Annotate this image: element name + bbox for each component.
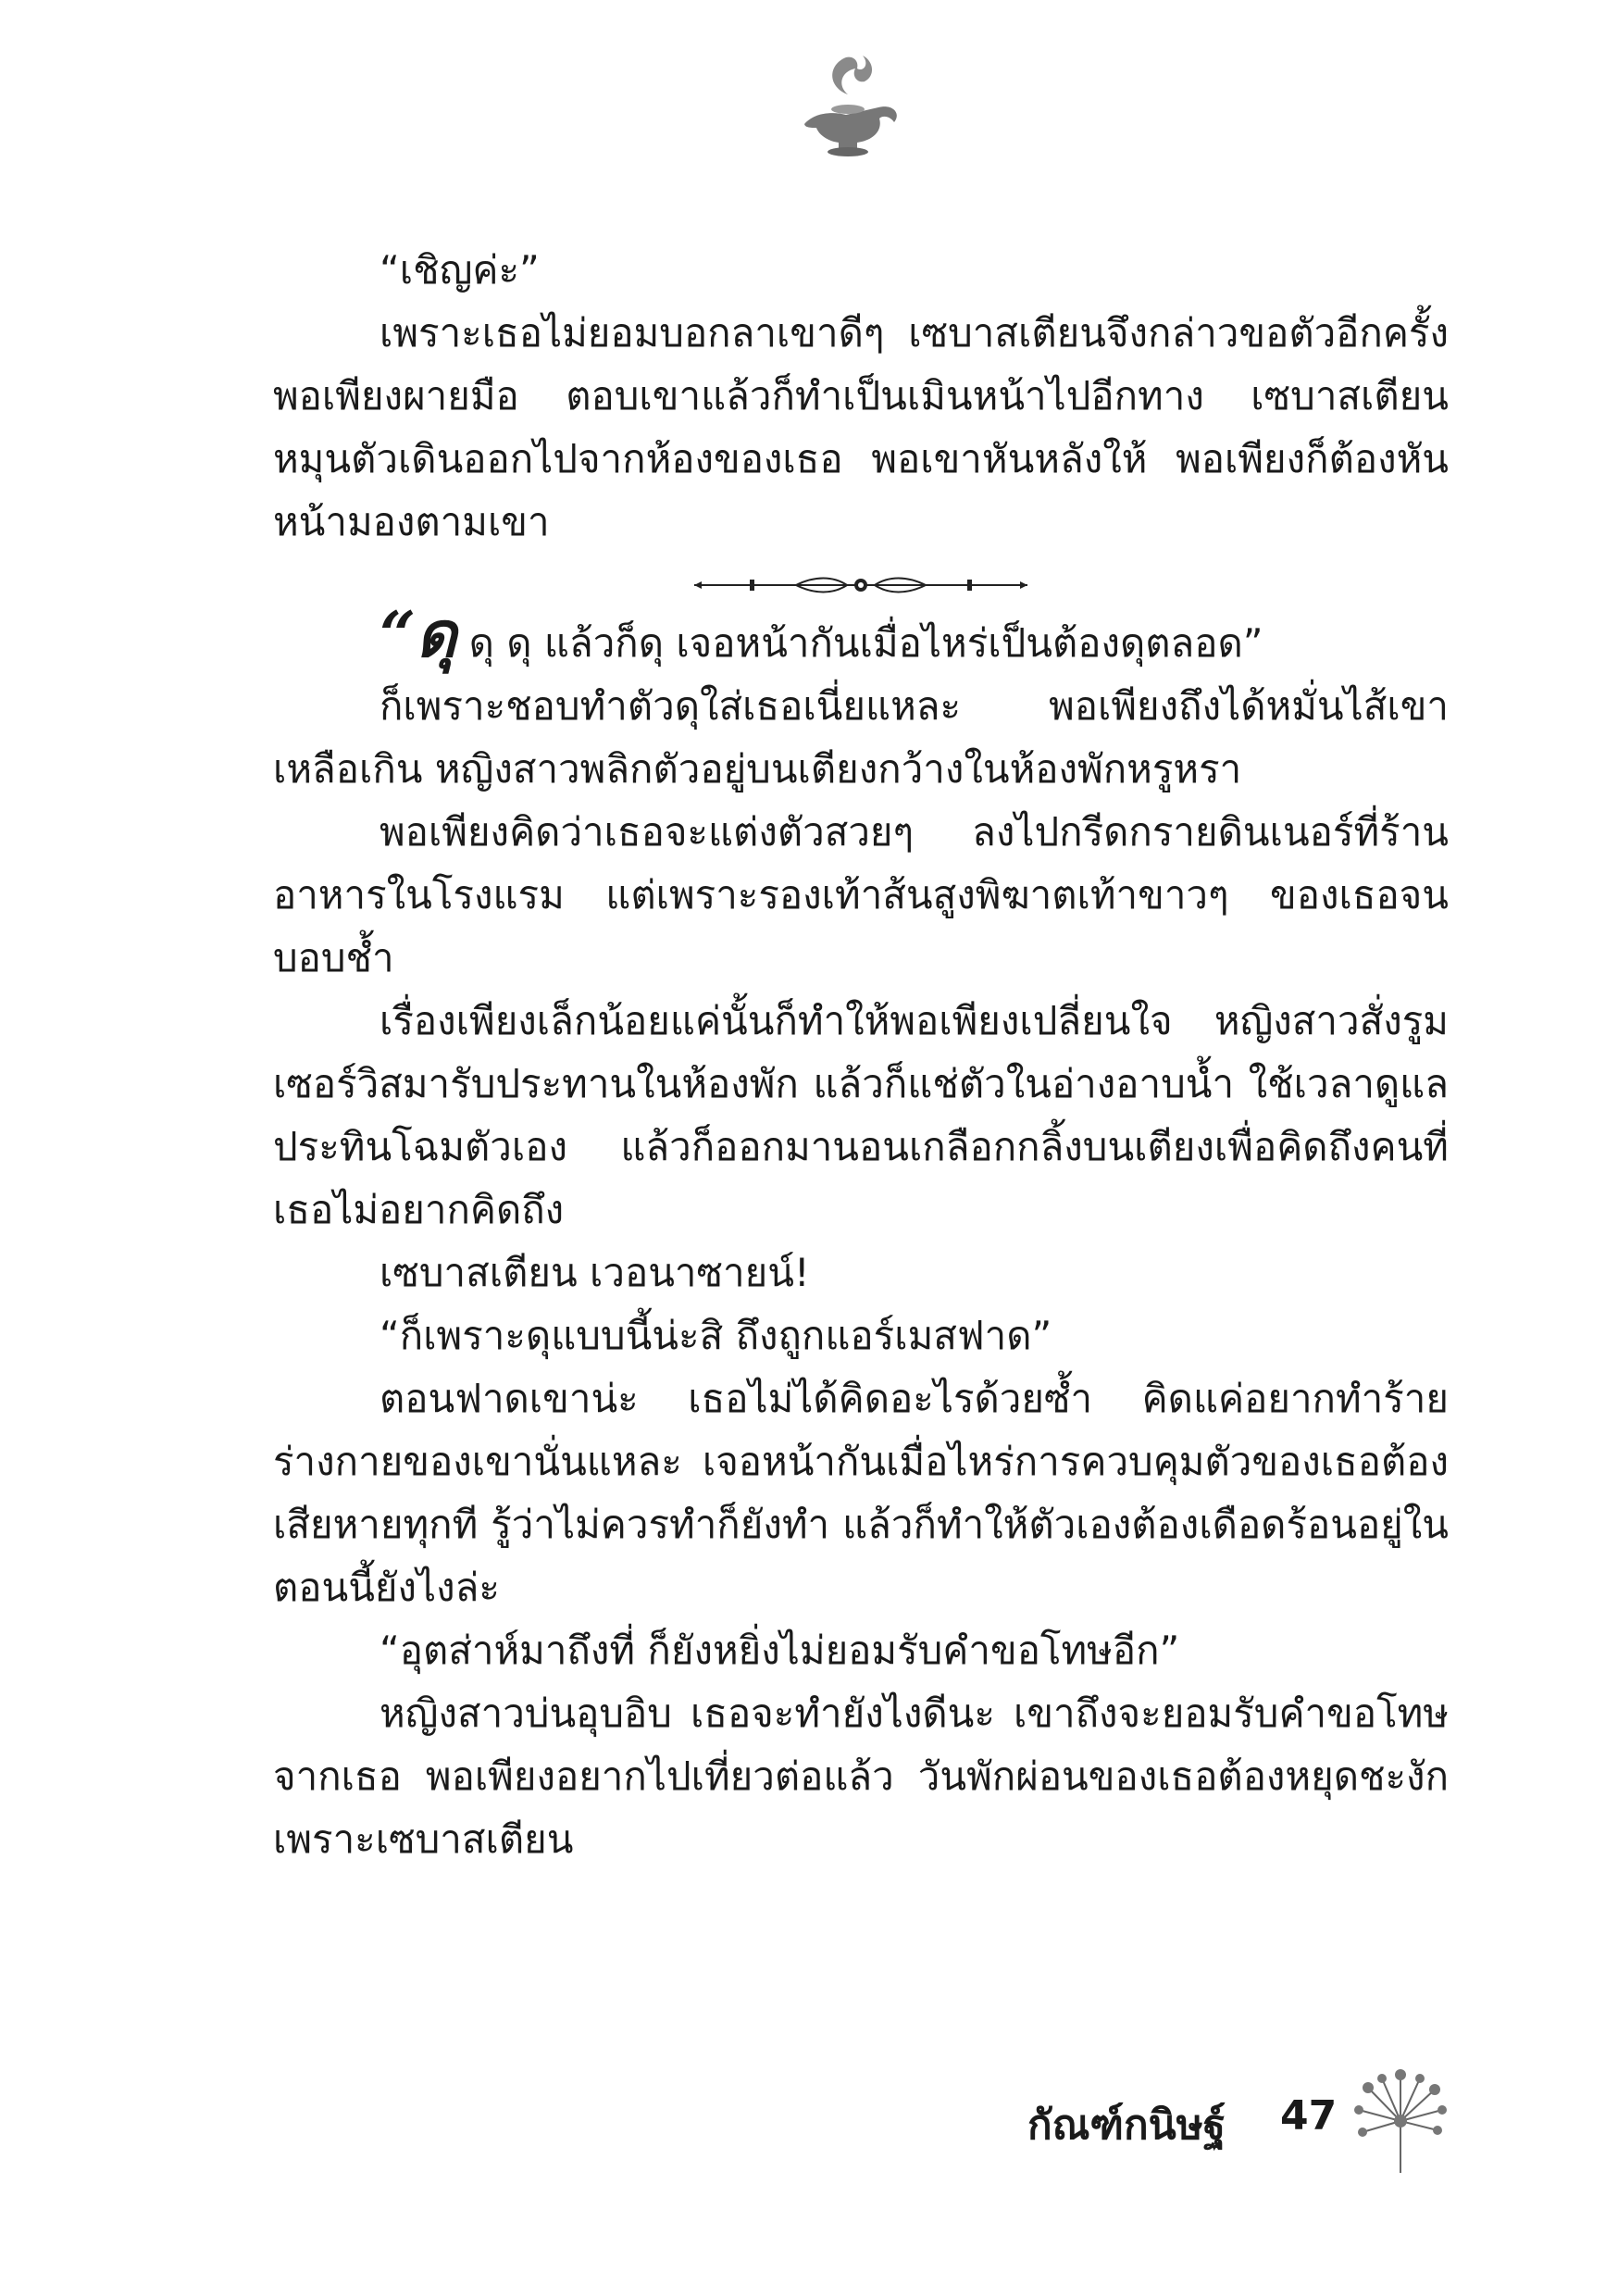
genie-lamp-icon xyxy=(790,48,911,159)
dropcap-paragraph xyxy=(273,598,1449,675)
paragraph: “เชิญค่ะ” xyxy=(380,247,540,293)
dropcap-rest: ดุ ดุ แล้วก็ดุ เจอหน้ากันเมื่อไหร่เป็นต้องดุตลอด” xyxy=(456,620,1263,666)
dropcap-letter: “ดุ xyxy=(380,598,457,672)
paragraph: พอเพียงคิดว่าเธอจะแต่งตัวสวยๆ ลงไปกรีดกรายดินเนอร์ที่ร้านอาหารในโรงแรม แต่เพราะรองเท้าส้นสูงพิฆาตเท้าขาวๆ ของเธอจนบอบช้ำ xyxy=(273,809,1449,980)
paragraph: เพราะเธอไม่ยอมบอกลาเขาดีๆ เซบาสเตียนจึงกล่าวขอตัวอีกครั้ง พอเพียงผายมือ ตอบเขาแล้วก็ทำเป็นเมินหน้าไปอีกทาง เซบาสเตียนหมุนตัวเดินออกไปจากห้องของเธอ พอเขาหันหลังให้ พอเพียงก็ต้องหันหน้ามองตามเขา xyxy=(273,310,1449,544)
body-text xyxy=(273,239,1449,1871)
flower-ornament-icon xyxy=(1350,2069,1456,2180)
ornamental-divider-icon xyxy=(694,570,1027,600)
paragraph: “อุตส่าห์มาถึงที่ ก็ยังหยิ่งไม่ยอมรับคำขอโทษอีก” xyxy=(380,1628,1180,1673)
page-number: 47 xyxy=(1280,2092,1338,2140)
paragraph: หญิงสาวบ่นอุบอิบ เธอจะทำยังไงดีนะ เขาถึงจะยอมรับคำขอโทษจากเธอ พอเพียงอยากไปเที่ยวต่อแล้ว วันพักผ่อนของเธอต้องหยุดชะงักเพราะเซบาสเตียน xyxy=(273,1691,1449,1862)
paragraph: “ก็เพราะดุแบบนี้น่ะสิ ถึงถูกแอร์เมสฟาด” xyxy=(380,1313,1052,1358)
paragraph: ตอนฟาดเขาน่ะ เธอไม่ได้คิดอะไรด้วยซ้ำ คิดแค่อยากทำร้ายร่างกายของเขานั่นแหละ เจอหน้ากันเมื่อไหร่การควบคุมตัวของเธอต้องเสียหายทุกที รู้ว่าไม่ควรทำก็ยังทำ แล้วก็ทำให้ตัวเองต้องเดือดร้อนอยู่ในตอนนี้ยังไงล่ะ xyxy=(273,1376,1449,1610)
paragraph: เรื่องเพียงเล็กน้อยแค่นั้นก็ทำให้พอเพียงเปลี่ยนใจ หญิงสาวสั่งรูมเซอร์วิสมารับประทานในห้องพัก แล้วก็แช่ตัวในอ่างอาบน้ำ ใช้เวลาดูแลประทินโฉมตัวเอง แล้วก็ออกมานอนเกลือกกลิ้งบนเตียงเพื่อคิดถึงคนที่เธอไม่อยากคิดถึง xyxy=(273,998,1449,1232)
paragraph: เซบาสเตียน เวอนาซายน์! xyxy=(380,1250,810,1295)
paragraph: ก็เพราะชอบทำตัวดุใส่เธอเนี่ยแหละ พอเพียงถึงได้หมั่นไส้เขาเหลือเกิน หญิงสาวพลิกตัวอยู่บนเตียงกว้างในห้องพักหรูหรา xyxy=(273,683,1449,792)
running-footer-title: กัณฑ์กนิษฐ์ xyxy=(1027,2102,1226,2149)
